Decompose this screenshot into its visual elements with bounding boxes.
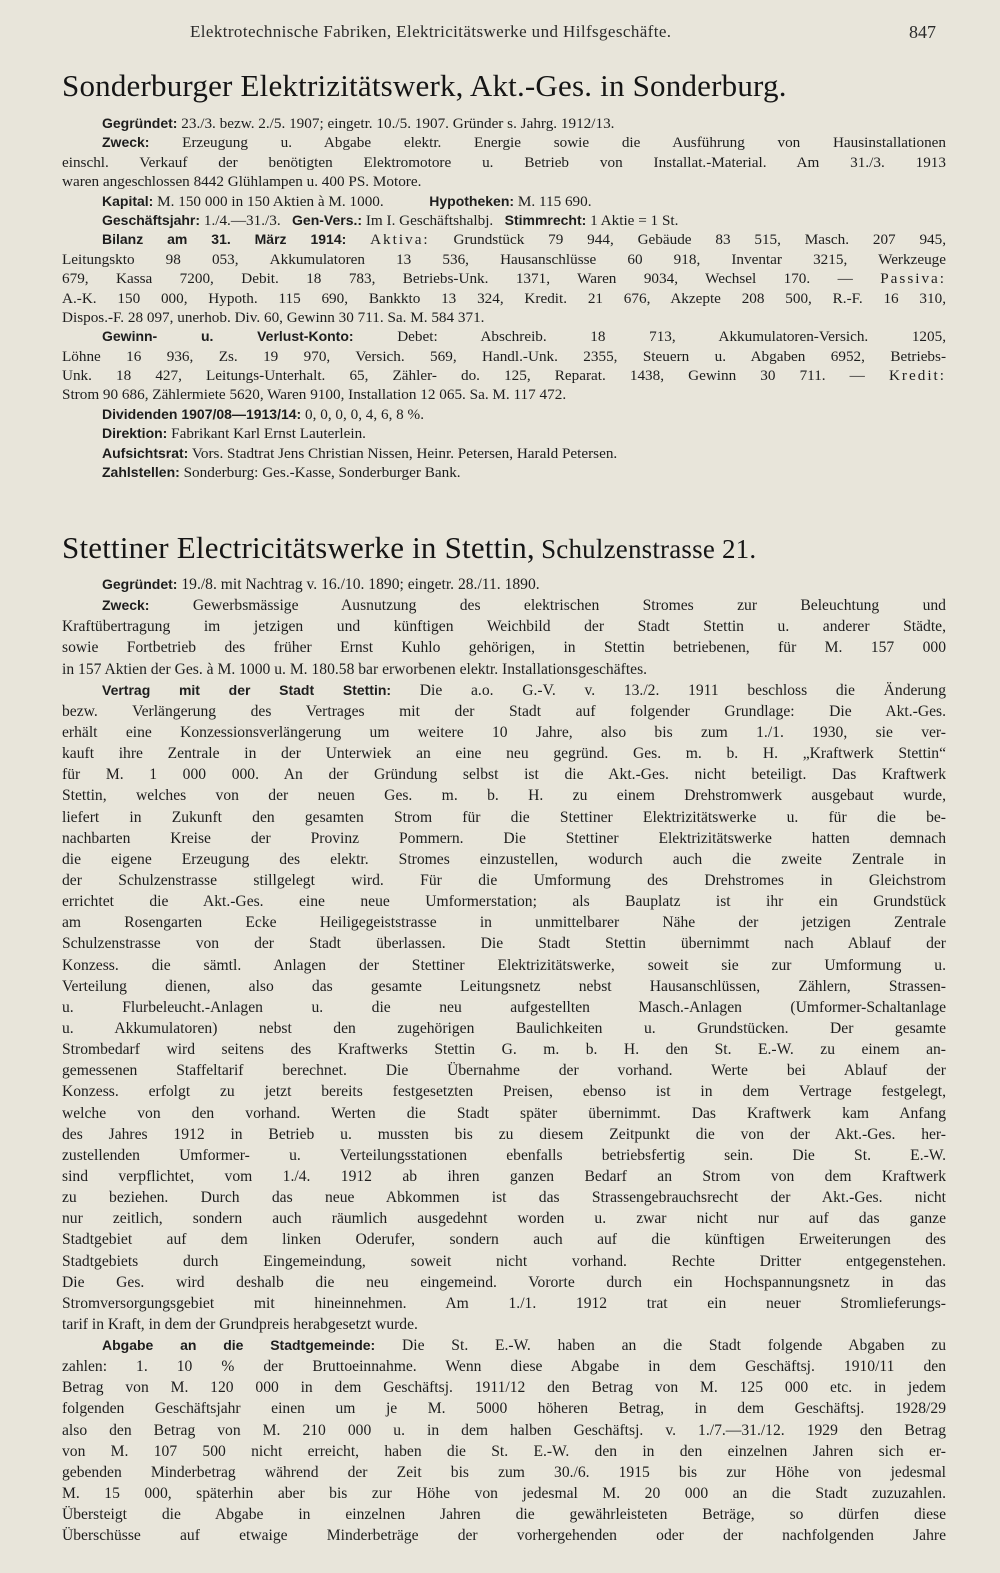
- balance-line: [62, 269, 946, 288]
- levy-text: Die St. E.-W. haben an die Stadt folgende Abgaben zu: [402, 1337, 946, 1355]
- purpose-line: Kraftübertragung im jetzigen und künftigen Weichbild der Stadt Stettin u. anderer Städte,: [62, 618, 946, 636]
- contract-line: [62, 680, 946, 701]
- founded-text: 19./8. mit Nachtrag v. 16./10. 1890; eingetr. 28./11. 1890.: [181, 576, 540, 593]
- purpose-line: sowie Fortbetrieb des früher Ernst Kuhlo gehörigen, in Stettin betriebenen, für M. 157 000: [62, 639, 946, 657]
- management-label: Direktion:: [102, 425, 168, 442]
- contract-line: zustellenden Umformer- u. Verteilungsstationen ebenfalls betriebsfertig sein. Die St. E.-W.: [62, 1146, 946, 1164]
- contract-line: bezw. Verlängerung des Vertrages mit der Stadt auf folgender Grundlage: Die Akt.-Ges.: [62, 702, 946, 720]
- entry-sonderburg: [62, 68, 946, 482]
- profit-loss-text: Unk. 18 427, Leitungs-Unterhalt. 65, Zähler- do. 125, Reparat. 1438, Gewinn 30 711. —: [62, 367, 865, 385]
- supervisory-board-text: Vors. Stadtrat Jens Christian Nissen, Heinr. Petersen, Harald Petersen.: [191, 444, 618, 462]
- paying-agents-text: Sonderburg: Ges.-Kasse, Sonderburger Bank.: [183, 464, 461, 482]
- founded-line: [62, 574, 946, 595]
- capital-text: M. 150 000 in 150 Aktien à M. 1000.: [157, 192, 384, 210]
- contract-line: Schulzenstrasse von der Stadt überlassen. Die Stadt Stettin übernimmt nach Ablauf der: [62, 935, 946, 953]
- entry-heading-text: Sonderburger Elektrizitätswerk, Akt.-Ges. in Sonderburg.: [62, 68, 787, 103]
- profit-loss-label: Gewinn- u. Verlust-Konto:: [102, 328, 354, 345]
- voting-right-label: Stimmrecht:: [504, 211, 587, 228]
- levy-line: Überschüsse auf etwaige Minderbeträge der vorhergehenden oder der nachfolgenden Jahre: [62, 1527, 946, 1545]
- entry-body: [62, 574, 946, 1546]
- contract-text: Die a.o. G.-V. v. 13./2. 1911 beschloss die Änderung: [419, 681, 946, 699]
- dividends-label: Dividenden 1907/08—1913/14:: [102, 405, 302, 422]
- levy-label: Abgabe an die Stadtgemeinde:: [102, 1337, 376, 1354]
- purpose-text: Gewerbsmässige Ausnutzung des elektrischen Stromes zur Beleuchtung und: [192, 597, 946, 615]
- balance-text: 679, Kassa 7200, Debit. 18 783, Betriebs-Unk. 1371, Waren 9034, Wechsel 170. —: [62, 270, 853, 288]
- contract-line: nur zeitlich, sondern auch räumlich ausgedehnt worden u. zwar nicht nur auf das ganze: [62, 1210, 946, 1228]
- entry-heading: [62, 68, 946, 104]
- contract-line: sind verpflichtet, vom 1./4. 1912 ab ihren ganzen Bedarf an Strom von dem Kraftwerk: [62, 1167, 946, 1185]
- contract-line: Stadtgebiet auf dem linken Oderufer, sondern auch auf die künftigen Erweiterungen des: [62, 1231, 946, 1249]
- capital-line: [62, 192, 946, 211]
- purpose-label: Zweck:: [102, 597, 150, 614]
- balance-line: A.-K. 150 000, Hypoth. 115 690, Bankkto 13 324, Kredit. 21 676, Akzepte 208 500, R.-F. 16 310,: [62, 289, 946, 307]
- contract-line: welche von den vorhand. Werten die Stadt später übernimmt. Das Kraftwerk kam Anfang: [62, 1104, 946, 1122]
- paying-agents-label: Zahlstellen:: [102, 464, 180, 481]
- profit-loss-line: Strom 90 686, Zählermiete 5620, Waren 9100, Installation 12 065. Sa. M. 117 472.: [62, 386, 567, 404]
- purpose-line: [62, 595, 946, 616]
- management-line: [62, 424, 946, 443]
- dividends-text: 0, 0, 0, 0, 4, 6, 8 %.: [305, 405, 424, 423]
- purpose-line: in 157 Aktien der Ges. à M. 1000 u. M. 180.58 bar erworbenen elektr. Installationsgeschäftes.: [62, 660, 648, 678]
- assets-label: Aktiva:: [370, 231, 430, 249]
- levy-line: Übersteigt die Abgabe in einzelnen Jahren die gewährleisteten Beträge, so dürfen diese: [62, 1506, 946, 1524]
- liabilities-label: Passiva:: [880, 270, 946, 288]
- contract-line: kauft ihre Zentrale in der Unterwiek an eine neu gegründ. Ges. m. b. H. „Kraftwerk Stettin“: [62, 745, 946, 763]
- dividends-line: [62, 405, 946, 424]
- profit-loss-line: [62, 366, 946, 385]
- contract-line: nachbarten Kreise der Provinz Pommern. Die Stettiner Elektrizitätswerke hatten demnach: [62, 829, 946, 847]
- founded-label: Gegründet:: [102, 576, 178, 592]
- purpose-line: einschl. Verkauf der benötigten Elektromotore u. Betrieb von Installat.-Material. Am 31./3. 1913: [62, 153, 946, 171]
- contract-line: Stettin, welches von der neuen Ges. m. b. H. zu einem Drehstromwerk ausgebaut wurde,: [62, 787, 946, 805]
- capital-label: Kapital:: [102, 192, 154, 209]
- purpose-line: [62, 133, 946, 152]
- entry-body: [62, 114, 946, 482]
- balance-line: [62, 230, 946, 249]
- contract-line: die eigene Erzeugung des elektr. Stromes einzustellen, wodurch auch die zweite Zentrale in: [62, 850, 946, 868]
- contract-line: für M. 1 000 000. An der Gründung selbst ist die Akt.-Ges. nicht beteiligt. Das Kraftwerk: [62, 766, 946, 784]
- levy-line: folgenden Geschäftsjahr einen um je M. 5000 höheren Betrag, in dem Geschäftsj. 1928/29: [62, 1400, 946, 1418]
- voting-right-text: 1 Aktie = 1 St.: [590, 211, 679, 229]
- contract-line: Strombedarf wird seitens des Kraftwerks Stettin G. m. b. H. den St. E.-W. zu einem an-: [62, 1041, 946, 1059]
- fiscal-year-label: Geschäftsjahr:: [102, 211, 201, 228]
- running-head-title: Elektrotechnische Fabriken, Elektricitätswerke und Hilfsgeschäfte.: [190, 22, 672, 41]
- fiscal-year-line: [62, 211, 946, 230]
- levy-line: Betrag von M. 120 000 in dem Geschäftsj. 1911/12 den Betrag von M. 125 000 etc. in jedem: [62, 1379, 946, 1397]
- mortgage-label: Hypotheken:: [429, 192, 515, 209]
- general-meeting-text: Im I. Geschäftshalbj.: [365, 211, 494, 229]
- levy-line: M. 15 000, späterhin aber bis zur Höhe von jedesmal M. 20 000 an die Stadt zuzuzahlen.: [62, 1485, 946, 1503]
- balance-line: Leitungsktо 98 053, Akkumulatoren 13 536, Hausanschlüsse 60 918, Inventar 3215, Werkzeuge: [62, 250, 946, 268]
- purpose-label: Zweck:: [102, 134, 150, 151]
- levy-line: von M. 107 500 nicht erreicht, haben die St. E.-W. den in den einzelnen Jahren sich er-: [62, 1442, 946, 1460]
- contract-line: Verteilung dienen, also das gesamte Leitungsnetz nebst Hausanschlüssen, Zählern, Strassen-: [62, 977, 946, 995]
- entry-heading-address: Schulzenstrasse 21.: [541, 534, 757, 564]
- contract-line: Konzess. erfolgt zu jetzt bereits festgesetzten Preisen, ebenso ist in dem Vertrage festgelegt,: [62, 1083, 946, 1101]
- profit-loss-text: Debet: Abschreib. 18 713, Akkumulatoren-Versich. 1205,: [397, 328, 946, 346]
- contract-line: Die Ges. wird deshalb die neu eingemeind. Vororte durch ein Hochspannungsnetz in das: [62, 1273, 946, 1291]
- credit-label: Kredit:: [888, 367, 946, 385]
- profit-loss-line: [62, 327, 946, 346]
- contract-line: u. Akkumulatoren) nebst den zugehörigen Baulichkeiten u. Grundstücken. Der gesamte: [62, 1019, 946, 1037]
- contract-line: Stromversorgungsgebiet mit hineinnehmen. Am 1./1. 1912 trat ein neuer Stromlieferungs-: [62, 1294, 946, 1312]
- balance-label: Bilanz am 31. März 1914:: [102, 231, 347, 248]
- supervisory-board-line: [62, 444, 946, 463]
- balance-line: Dispos.-F. 28 097, unerhob. Div. 60, Gewinn 30 711. Sa. M. 584 371.: [62, 308, 485, 326]
- mortgage-text: M. 115 690.: [517, 192, 592, 210]
- purpose-text: Erzeugung u. Abgabe elektr. Energie sowie die Ausführung von Hausinstallationen: [182, 134, 946, 152]
- founded-line: [62, 114, 946, 133]
- contract-line: zu beziehen. Durch das neue Abkommen ist das Strassengebrauchsrecht der Akt.-Ges. nicht: [62, 1189, 946, 1207]
- running-head: [0, 22, 1000, 52]
- contract-line: liefert in Zukunft den gesamten Strom für die Stettiner Elektrizitätswerke u. für die be-: [62, 808, 946, 826]
- levy-line: gebenden Minderbetrag während der Zeit bis zum 30./6. 1915 bis zur Höhe von jedesmal: [62, 1463, 946, 1481]
- founded-label: Gegründet:: [102, 115, 178, 131]
- fiscal-year-text: 1./4.—31./3.: [203, 211, 281, 229]
- contract-line: Konzess. die sämtl. Anlagen der Stettiner Elektrizitätswerke, soweit sie zur Umformung u.: [62, 956, 946, 974]
- contract-line: erhält eine Konzessionsverlängerung um weitere 10 Jahre, also bis zum 1./1. 1930, sie ver-: [62, 723, 946, 741]
- entry-stettin: [62, 530, 946, 1546]
- entry-heading-text: Stettiner Electricitätswerke in Stettin,: [62, 530, 535, 565]
- paying-agents-line: [62, 463, 946, 482]
- levy-line: zahlen: 1. 10 % der Bruttoeinnahme. Wenn diese Abgabe in dem Geschäftsj. 1910/11 den: [62, 1358, 946, 1376]
- supervisory-board-label: Aufsichtsrat:: [102, 444, 189, 461]
- entry-heading: [62, 530, 946, 566]
- balance-text: Grundstück 79 944, Gebäude 83 515, Masch. 207 945,: [453, 231, 946, 249]
- contract-line: errichtet die Akt.-Ges. eine neue Umformerstation; als Bauplatz ist ihr ein Grundstück: [62, 893, 946, 911]
- contract-line: u. Flurbeleucht.-Anlagen u. die neu aufgestellten Masch.-Anlagen (Umformer-Schaltanlage: [62, 998, 946, 1016]
- contract-line: der Schulzenstrasse stillgelegt wird. Für die Umformung des Drehstromes in Gleichstrom: [62, 871, 946, 889]
- contract-line: tarif in Kraft, in dem der Grundpreis herabgesetzt wurde.: [62, 1315, 418, 1333]
- contract-label: Vertrag mit der Stadt Stettin:: [102, 681, 392, 698]
- levy-line: [62, 1335, 946, 1356]
- contract-line: Stadtgebiets durch Eingemeindung, soweit nicht vorhand. Rechte Dritter entgegenstehen.: [62, 1252, 946, 1270]
- page-number: 847: [909, 22, 936, 42]
- contract-line: am Rosengarten Ecke Heiligegeiststrasse in unmittelbarer Nähe der jetzigen Zentrale: [62, 914, 946, 932]
- founded-text: 23./3. bezw. 2./5. 1907; eingetr. 10./5. 1907. Gründer s. Jahrg. 1912/13.: [181, 115, 615, 132]
- profit-loss-line: Löhne 16 936, Zs. 19 970, Versich. 569, Handl.-Unk. 2355, Steuern u. Abgaben 6952, Betriebs-: [62, 347, 946, 365]
- contract-line: des Jahres 1912 in Betrieb u. mussten bis zu diesem Zeitpunkt die von der Akt.-Ges. her-: [62, 1125, 946, 1143]
- levy-line: also den Betrag von M. 210 000 u. in dem halben Geschäftsj. v. 1./7.—31./12. 1929 den Betrag: [62, 1421, 946, 1439]
- purpose-line: waren angeschlossen 8442 Glühlampen u. 400 PS. Motore.: [62, 173, 422, 191]
- contract-line: gemessenen Staffeltarif berechnet. Die Übernahme der vorhand. Werte bei Ablauf der: [62, 1062, 946, 1080]
- general-meeting-label: Gen-Vers.:: [292, 211, 363, 228]
- management-text: Fabrikant Karl Ernst Lauterlein.: [171, 425, 366, 443]
